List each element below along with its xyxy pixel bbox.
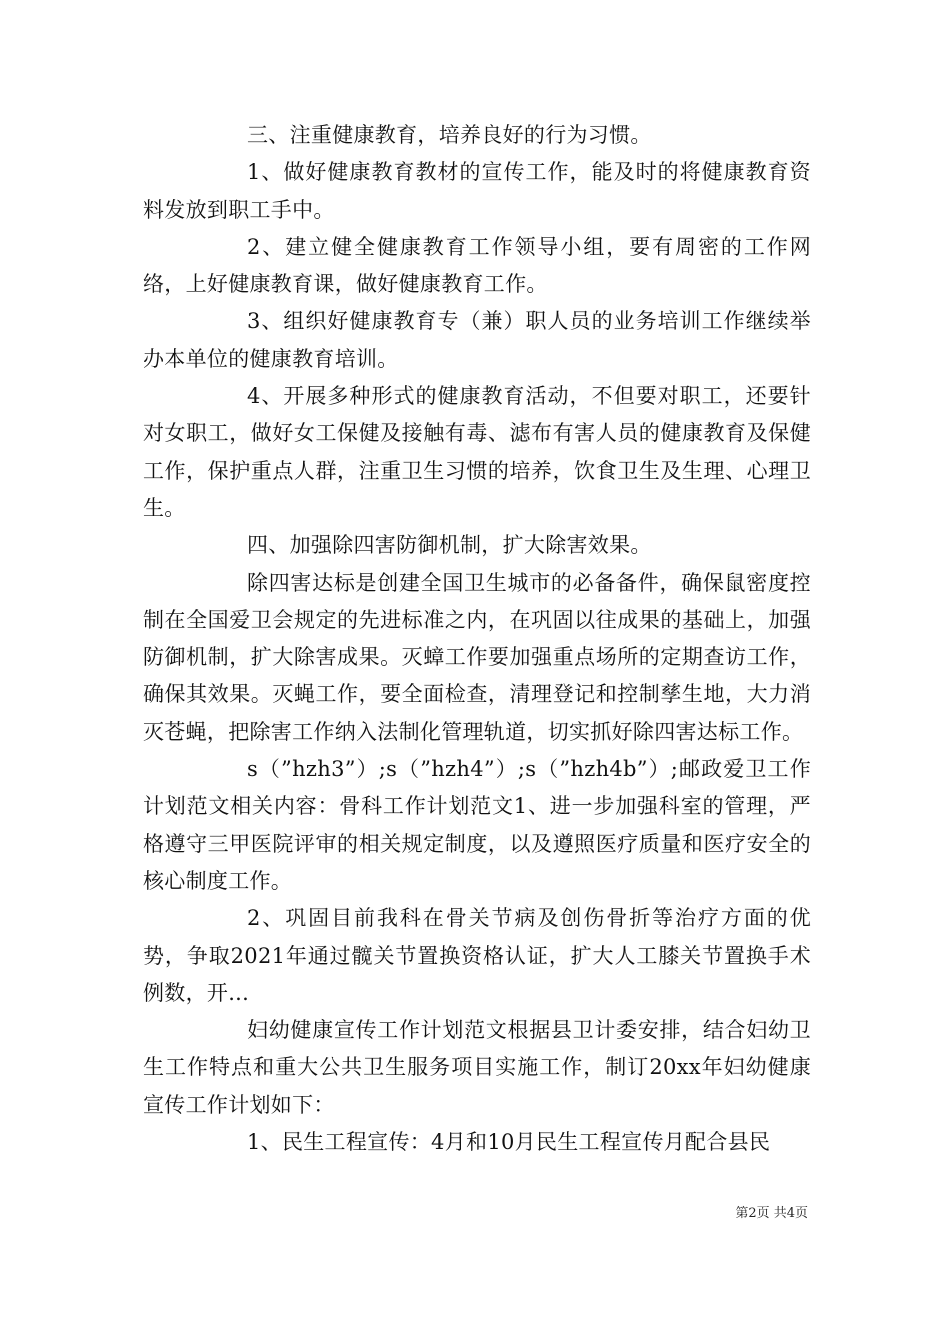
paragraph-item-2: 2、建立健全健康教育工作领导小组，要有周密的工作网络，上好健康教育课，做好健康教育工作。	[143, 234, 811, 297]
paragraph-livelihood-publicity: 1、民生工程宣传：4月和10月民生工程宣传月配合县民	[247, 1130, 771, 1155]
paragraph-pest-control: 除四害达标是创建全国卫生城市的必备备件，确保鼠密度控制在全国爱卫会规定的先进标准之内，在巩固以往成果的基础上，加强防御机制，扩大除害成果。灭蟑工作要加强重点场所的定期查访工作，确保其效果。灭蝇工作，要全面检查，清理登记和控制孳生地，大力消灭苍蝇，把除害工作纳入法制化管理轨道，切实抓好除四害达标工作。	[143, 570, 811, 744]
paragraph-item-1: 1、做好健康教育教材的宣传工作，能及时的将健康教育资料发放到职工手中。	[143, 160, 811, 222]
paragraph-orthopedics: 2、巩固目前我科在骨关节病及创伤骨折等治疗方面的优势，争取2021年通过髋关节置换资格认证，扩大人工膝关节置换手术例数，开...	[143, 906, 811, 1005]
paragraph-related-content: s（”hzh3”）;s（”hzh4”）;s（”hzh4b”）;邮政爱卫工作计划范文相关内容：骨科工作计划范文1、进一步加强科室的管理，严格遵守三甲医院评审的相关规定制度，以及遵照医疗质量和医疗安全的核心制度工作。	[143, 757, 811, 893]
paragraph-item-3: 3、组织好健康教育专（兼）职人员的业务培训工作继续举办本单位的健康教育培训。	[143, 309, 811, 371]
page-number-footer: 第2页 共4页	[735, 1206, 808, 1221]
section-heading-pest-control: 四、加强除四害防御机制，扩大除害效果。	[247, 533, 652, 558]
paragraph-maternal-child-health: 妇幼健康宣传工作计划范文根据县卫计委安排，结合妇幼卫生工作特点和重大公共卫生服务项目实施工作，制订20xx年妇幼健康宣传工作计划如下：	[143, 1018, 811, 1117]
section-heading-health-education: 三、注重健康教育，培养良好的行为习惯。	[247, 123, 652, 147]
document-body	[143, 117, 811, 1161]
paragraph-item-4: 4、开展多种形式的健康教育活动，不但要对职工，还要针对女职工，做好女工保健及接触有毒、滤布有害人员的健康教育及保健工作，保护重点人群，注重卫生习惯的培养，饮食卫生及生理、心理卫生。	[143, 384, 811, 520]
